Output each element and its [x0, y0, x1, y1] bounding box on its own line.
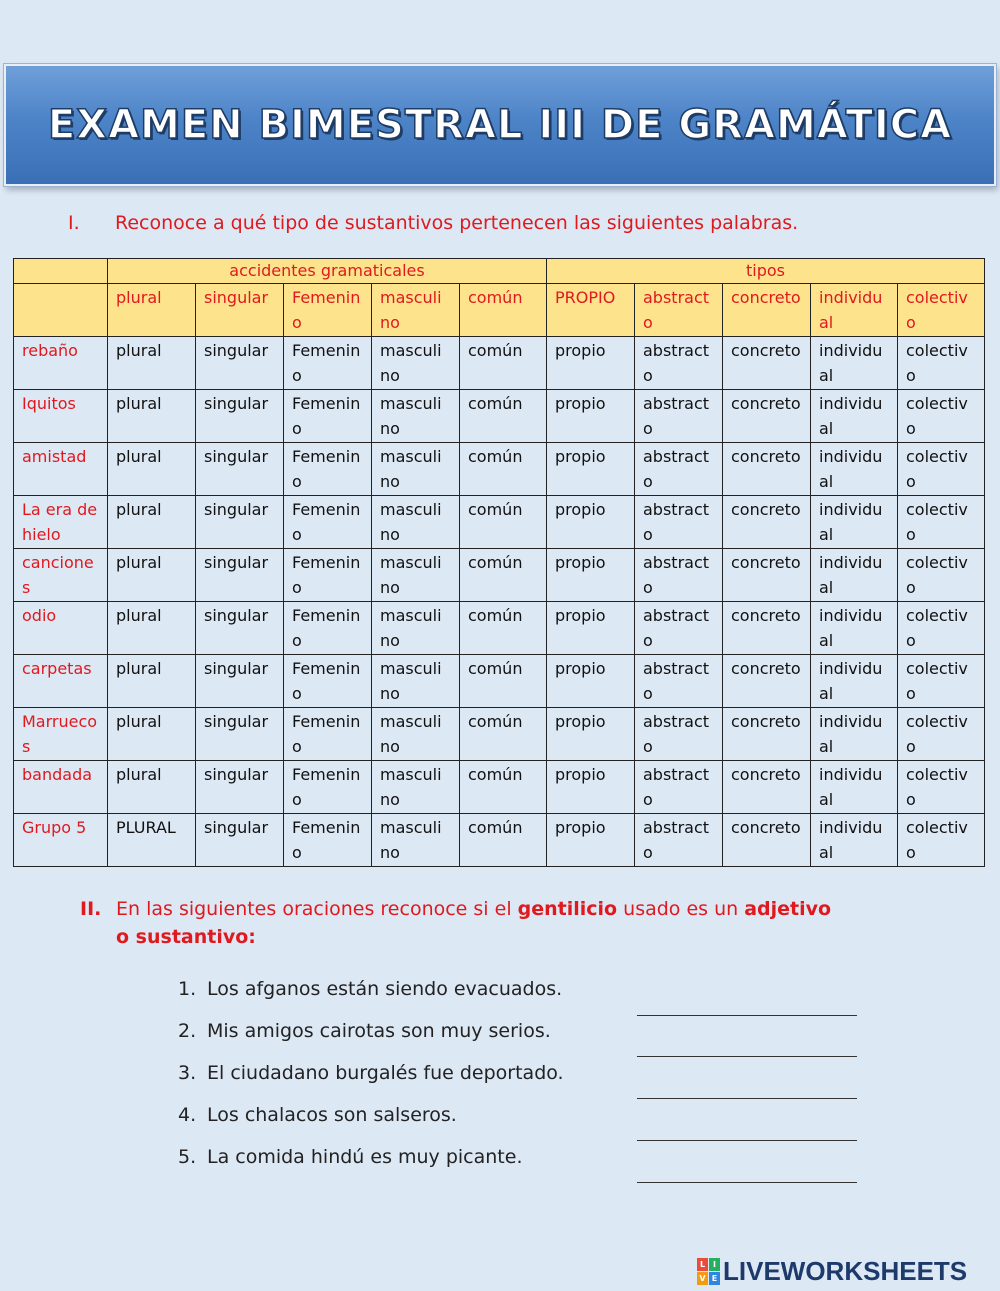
option-cell[interactable]: Femenino — [284, 390, 372, 443]
option-cell[interactable]: propio — [547, 655, 635, 708]
option-cell[interactable]: abstracto — [635, 708, 723, 761]
liveworksheets-logo — [697, 1256, 967, 1286]
column-header: masculino — [372, 284, 460, 337]
column-header: plural — [108, 284, 196, 337]
word-cell: carpetas — [14, 655, 108, 708]
option-cell[interactable]: abstracto — [635, 496, 723, 549]
option-cell[interactable]: propio — [547, 443, 635, 496]
section-1-number: I. — [68, 212, 80, 234]
option-cell[interactable]: propio — [547, 337, 635, 390]
sentence-number: 5. — [178, 1146, 197, 1168]
table-row — [14, 549, 985, 602]
option-cell[interactable]: masculino — [372, 337, 460, 390]
column-header: abstracto — [635, 284, 723, 337]
option-cell[interactable]: común — [460, 655, 547, 708]
option-cell[interactable]: colectivo — [898, 337, 985, 390]
option-cell[interactable]: singular — [196, 496, 284, 549]
sentence-text: El ciudadano burgalés fue deportado. — [207, 1062, 564, 1084]
table-row — [14, 708, 985, 761]
option-cell[interactable]: plural — [108, 496, 196, 549]
option-cell[interactable]: propio — [547, 496, 635, 549]
option-cell[interactable]: plural — [108, 549, 196, 602]
section-1-text: Reconoce a qué tipo de sustantivos pertenecen las siguientes palabras. — [115, 212, 799, 234]
option-cell[interactable]: individual — [811, 443, 898, 496]
option-cell[interactable]: común — [460, 549, 547, 602]
group-header-accidentes: accidentes gramaticales — [108, 259, 547, 284]
option-cell[interactable]: colectivo — [898, 443, 985, 496]
option-cell[interactable]: colectivo — [898, 761, 985, 814]
word-cell: bandada — [14, 761, 108, 814]
sentence-text: Los afganos están siendo evacuados. — [207, 978, 563, 1000]
option-cell[interactable]: singular — [196, 443, 284, 496]
option-cell[interactable]: común — [460, 602, 547, 655]
column-header: Femenino — [284, 284, 372, 337]
option-cell[interactable]: individual — [811, 814, 898, 867]
option-cell[interactable]: concreto — [723, 496, 811, 549]
option-cell[interactable]: abstracto — [635, 549, 723, 602]
section-2-text-b: usado es un — [617, 898, 745, 920]
column-header: individual — [811, 284, 898, 337]
word-cell: Marruecos — [14, 708, 108, 761]
logo-block: E — [709, 1272, 720, 1285]
option-cell[interactable]: abstracto — [635, 390, 723, 443]
table-row — [14, 443, 985, 496]
logo-blocks-icon — [697, 1258, 720, 1285]
option-cell[interactable]: abstracto — [635, 655, 723, 708]
option-cell[interactable]: común — [460, 761, 547, 814]
group-header-tipos: tipos — [547, 259, 985, 284]
option-cell[interactable]: plural — [108, 337, 196, 390]
answer-line-4[interactable] — [637, 1140, 857, 1141]
answer-line-2[interactable] — [637, 1056, 857, 1057]
option-cell[interactable]: Femenino — [284, 496, 372, 549]
option-cell[interactable]: Femenino — [284, 814, 372, 867]
option-cell[interactable]: colectivo — [898, 549, 985, 602]
header-blank-cell — [14, 284, 108, 337]
option-cell[interactable]: concreto — [723, 549, 811, 602]
sentence-text: Los chalacos son salseros. — [207, 1104, 457, 1126]
option-cell[interactable]: abstracto — [635, 337, 723, 390]
option-cell[interactable]: Femenino — [284, 761, 372, 814]
page-title: EXAMEN BIMESTRAL III DE GRAMÁTICA — [47, 102, 953, 148]
option-cell[interactable]: común — [460, 390, 547, 443]
table-row — [14, 496, 985, 549]
option-cell[interactable]: masculino — [372, 814, 460, 867]
option-cell[interactable]: concreto — [723, 337, 811, 390]
option-cell[interactable]: individual — [811, 390, 898, 443]
section-2-bold-gentilicio: gentilicio — [517, 898, 618, 920]
table-row — [14, 602, 985, 655]
answer-line-5[interactable] — [637, 1182, 857, 1183]
column-header: colectivo — [898, 284, 985, 337]
section-2-number: II. — [80, 898, 102, 920]
option-cell[interactable]: colectivo — [898, 655, 985, 708]
option-cell[interactable]: propio — [547, 549, 635, 602]
logo-block: I — [709, 1258, 720, 1271]
option-cell[interactable]: colectivo — [898, 708, 985, 761]
option-cell[interactable]: propio — [547, 390, 635, 443]
option-cell[interactable]: Femenino — [284, 549, 372, 602]
logo-text: LIVEWORKSHEETS — [723, 1255, 968, 1286]
sentence-number: 1. — [178, 978, 197, 1000]
option-cell[interactable]: colectivo — [898, 390, 985, 443]
sentence-item — [178, 1101, 564, 1143]
option-cell[interactable]: plural — [108, 602, 196, 655]
option-cell[interactable]: singular — [196, 549, 284, 602]
title-banner — [4, 64, 996, 186]
sentence-item — [178, 1143, 564, 1185]
option-cell[interactable]: concreto — [723, 814, 811, 867]
option-cell[interactable]: plural — [108, 708, 196, 761]
answer-line-3[interactable] — [637, 1098, 857, 1099]
word-cell: amistad — [14, 443, 108, 496]
sentence-list — [178, 975, 564, 1185]
column-header: común — [460, 284, 547, 337]
option-cell[interactable]: singular — [196, 761, 284, 814]
option-cell[interactable]: singular — [196, 655, 284, 708]
option-cell[interactable]: masculino — [372, 655, 460, 708]
option-cell[interactable]: masculino — [372, 708, 460, 761]
option-cell[interactable]: concreto — [723, 602, 811, 655]
option-cell[interactable]: plural — [108, 443, 196, 496]
option-cell[interactable]: Femenino — [284, 602, 372, 655]
option-cell[interactable]: individual — [811, 761, 898, 814]
header-blank-cell — [14, 259, 108, 284]
option-cell[interactable]: individual — [811, 602, 898, 655]
option-cell[interactable]: colectivo — [898, 496, 985, 549]
option-cell[interactable]: singular — [196, 814, 284, 867]
option-cell[interactable]: colectivo — [898, 602, 985, 655]
option-cell[interactable]: común — [460, 337, 547, 390]
option-cell[interactable]: masculino — [372, 390, 460, 443]
option-cell[interactable]: plural — [108, 761, 196, 814]
sentence-number: 2. — [178, 1020, 197, 1042]
column-header: PROPIO — [547, 284, 635, 337]
option-cell[interactable]: masculino — [372, 761, 460, 814]
logo-block: V — [697, 1272, 708, 1285]
option-cell[interactable]: singular — [196, 337, 284, 390]
option-cell[interactable]: propio — [547, 761, 635, 814]
sentence-number: 3. — [178, 1062, 197, 1084]
answer-line-1[interactable] — [637, 1015, 857, 1016]
option-cell[interactable]: singular — [196, 390, 284, 443]
section-1-instruction — [68, 212, 798, 234]
option-cell[interactable]: individual — [811, 337, 898, 390]
option-cell[interactable]: abstracto — [635, 814, 723, 867]
option-cell[interactable]: común — [460, 814, 547, 867]
option-cell[interactable]: concreto — [723, 708, 811, 761]
sentence-item — [178, 1059, 564, 1101]
option-cell[interactable]: individual — [811, 496, 898, 549]
section-2-instruction — [80, 895, 840, 951]
column-header: concreto — [723, 284, 811, 337]
option-cell[interactable]: común — [460, 443, 547, 496]
option-cell[interactable]: común — [460, 708, 547, 761]
word-cell: Grupo 5 — [14, 814, 108, 867]
option-cell[interactable]: Femenino — [284, 443, 372, 496]
option-cell[interactable]: abstracto — [635, 443, 723, 496]
sentence-text: Mis amigos cairotas son muy serios. — [207, 1020, 551, 1042]
sentence-item — [178, 975, 564, 1017]
logo-block: L — [697, 1258, 708, 1271]
word-cell: La era de hielo — [14, 496, 108, 549]
sentence-item — [178, 1017, 564, 1059]
option-cell[interactable]: masculino — [372, 496, 460, 549]
option-cell[interactable]: masculino — [372, 602, 460, 655]
table-row — [14, 814, 985, 867]
noun-classification-table — [13, 258, 985, 867]
word-cell: rebaño — [14, 337, 108, 390]
table-row — [14, 390, 985, 443]
option-cell[interactable]: común — [460, 496, 547, 549]
option-cell[interactable]: PLURAL — [108, 814, 196, 867]
sentence-text: La comida hindú es muy picante. — [207, 1146, 523, 1168]
option-cell[interactable]: propio — [547, 814, 635, 867]
option-cell[interactable]: propio — [547, 708, 635, 761]
option-cell[interactable]: plural — [108, 655, 196, 708]
option-cell[interactable]: colectivo — [898, 814, 985, 867]
option-cell[interactable]: concreto — [723, 761, 811, 814]
option-cell[interactable]: plural — [108, 390, 196, 443]
option-cell[interactable]: Femenino — [284, 337, 372, 390]
column-header: singular — [196, 284, 284, 337]
option-cell[interactable]: propio — [547, 602, 635, 655]
option-cell[interactable]: Femenino — [284, 655, 372, 708]
word-cell: canciones — [14, 549, 108, 602]
option-cell[interactable]: individual — [811, 655, 898, 708]
column-header-row — [14, 284, 985, 337]
option-cell[interactable]: concreto — [723, 390, 811, 443]
sentence-number: 4. — [178, 1104, 197, 1126]
table-row — [14, 337, 985, 390]
word-cell: Iquitos — [14, 390, 108, 443]
option-cell[interactable]: individual — [811, 549, 898, 602]
option-cell[interactable]: singular — [196, 602, 284, 655]
option-cell[interactable]: abstracto — [635, 761, 723, 814]
option-cell[interactable]: masculino — [372, 443, 460, 496]
option-cell[interactable]: singular — [196, 708, 284, 761]
table-row — [14, 655, 985, 708]
table-row — [14, 761, 985, 814]
word-cell: odio — [14, 602, 108, 655]
option-cell[interactable]: concreto — [723, 443, 811, 496]
section-2-bold-adjetivo: adjetivo o sustantivo: — [116, 898, 832, 948]
option-cell[interactable]: Femenino — [284, 708, 372, 761]
option-cell[interactable]: abstracto — [635, 602, 723, 655]
option-cell[interactable]: concreto — [723, 655, 811, 708]
option-cell[interactable]: masculino — [372, 549, 460, 602]
group-header-row — [14, 259, 985, 284]
section-2-text-a: En las siguientes oraciones reconoce si el — [116, 898, 518, 920]
option-cell[interactable]: individual — [811, 708, 898, 761]
